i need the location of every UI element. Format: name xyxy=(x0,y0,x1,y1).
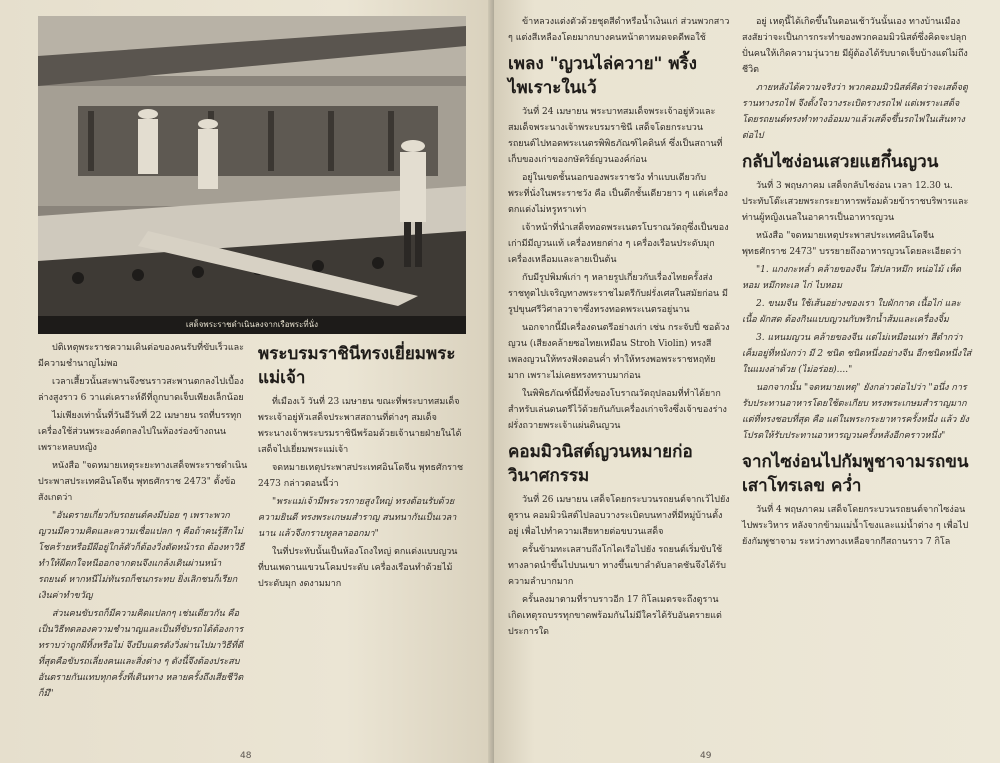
quote-paragraph: 2. ขนมจีน ใช้เส้นอย่างของเรา ใบผักกาด เนื้อไก่ และเนื้อ ผักสด ต้องกินแบบญวนกับพริกน้ำส้มและเครื่องจิ้ม xyxy=(742,299,961,325)
right-page xyxy=(494,0,1000,763)
paragraph: ที่เมืองเว้ วันที่ 23 เมษายน ขณะที่พระบาทสมเด็จพระเจ้าอยู่หัวเสด็จประพาสสถานที่ต่างๆ สมเด็จพระนางเจ้าพระบรมราชินีพร้อมด้วยเจ้านายฝ่ายในได้เสด็จไปเยี่ยมพระแม่เจ้า xyxy=(258,397,462,455)
paragraph: ปติเหตุพระราชความเดินต่อของคนรับที่ขับเร็วและมีความชำนาญไม่พอ xyxy=(38,343,244,369)
quote-paragraph: ส่วนคนขับรถก็มีความคิดแปลกๆ เช่นเดียวกัน คือเป็นวิธีทดลองความชำนาญและเป็นที่ขับรถได้ต้องการทราบว่าถูกผีทิ้งหรือไม่ จึงบีบแตรดังวิ่งผ่านไปมาวิธีที่ดีที่สุดคือขับรถเลี่ยงคนและสิ่งต่าง ๆ ดังนี้จึงต้องประสบอันตรายกันแทบทุกครั้งที่เดินทาง หลายครั้งถึงเสียชีวิตก็มี" xyxy=(38,609,244,699)
left-page xyxy=(0,0,494,763)
section-heading: กลับไซง่อนเสวยแฮกึ๋นญวน xyxy=(742,152,939,172)
paragraph: ในที่ประทับนั้นเป็นห้องโถงใหญ่ ตกแต่งแบบญวน ที่บนเพดานแขวนโคมประดับ เครื่องเรือนทำด้วยไม้ประดับมุก งดงามมาก xyxy=(258,547,458,589)
paragraph: วันที่ 24 เมษายน พระบาทสมเด็จพระเจ้าอยู่หัวและสมเด็จพระนางเจ้าพระบรมราชินี เสด็จโดยกระบวนรถยนต์ไปทอดพระเนตรพิพิธภัณฑ์ไคดินห์ ซึ่งเป็นสถานที่เก็บของเก่าของกษัตริย์ญวนองค์ก่อน xyxy=(508,107,723,165)
page-number-left: 48 xyxy=(240,751,252,761)
paragraph: ข้าหลวงแต่งตัวด้วยชุดสีดำหรือน้ำเงินแก่ ส่วนพวกสาว ๆ แต่งสีเหลืองโดยมากบางคนหน้าตาหมดจดดีพอใช้ xyxy=(508,17,730,43)
paragraph: ภายหลังได้ความจริงว่า พวกคอมมิวนิสต์คิดว่าจะเสด็จตูรานทางรถไฟ จึงตั้งใจวางระเบิดรางรถไฟ แต่เพราะเสด็จโดยรถยนต์ทรงทำทางอ้อมมาแล้วเสด็จขึ้นรถไฟในเส้นทางต่อไป xyxy=(742,83,968,141)
paragraph: เวลาเสี้ยวนั้นสะพานจึงชนราวสะพานตกลงไปเบื้องล่างสูงราว 6 วาแต่เคราะห์ดีที่ถูกบาดเจ็บเพียงเล็กน้อย xyxy=(38,377,244,403)
paragraph: ครั้นข้ามทะเลสาบถึงโกไดเรือไปยัง รถยนต์เริ่มขับใช้ทางลาดนำขึ้นไปบนเขา ทางขึ้นเขาลำดับลาดชันจึงได้รับความลำบากมาก xyxy=(508,545,726,587)
quote-paragraph: 3. แหนมญวน คล้ายของจีน แต่ไม่เหมือนเท่า สีดำกว่า เค็มอยู่ที่หนังกว่า มี 2 ชนิด ชนิดหนึ่งอย่างจีน อีกชนิดหนึ่งใส่ในแมงล่าด้วย (ไม่อร่อย)...." xyxy=(742,333,972,375)
paragraph: วันที่ 4 พฤษภาคม เสด็จโดยกระบวนรถยนต์จากไซง่อนไปพระวิหาร หลังจากข้ามแม่น้ำโขงและแม่น้ำต่าง ๆ เพื่อไปยังกัมพูชาจาม ระหว่างทางเหลือจากกีสถานราว 7 กิโล xyxy=(742,505,969,547)
quote-paragraph: นอกจากนั้น "จดหมายเหตุ" ยังกล่าวต่อไปว่า "อนึ่ง การรับประทานอาหารโดยใช้ตะเกียบ ทรงพระเกษมสำราญมาก แต่ที่ทรงชอบที่สุด คือ แต่ในพระกระยาหารครั้งหนึ่ง แล้ว ยังโปรดให้รับประทานอาหารญวนครั้งหลังอีกคราวหนึ่ง" xyxy=(742,383,969,441)
paragraph: ในพิพิธภัณฑ์นี้มีทั้งของโบราณวัตถุปลอมที่ทำได้ยากสำหรับเล่นดนตรีไว้ด้วยกันกับเครื่องเก่าจริงซึ่งเจ้าของร่างฝรั่งถวายพระเจ้าแผ่นดินญวน xyxy=(508,389,727,431)
paragraph: หนังสือ "จดหมายเหตุระยะทางเสด็จพระราชดำเนินประพาสประเทศอินโดจีน พุทธศักราช 2473" ตั้งข้อสังเกตว่า xyxy=(38,461,248,503)
section-heading: พระบรมราชินีทรงเยี่ยมพระแม่เจ้า xyxy=(258,344,456,388)
right-column-2 xyxy=(742,14,974,552)
ship-photo xyxy=(38,16,466,316)
paragraph: นอกจากนี้มีเครื่องดนตรีอย่างเก่า เช่น กระจับปี่ ซอด้วงญวน (เสียงคล้ายซอไทยเหมือน Stroh Violin) ทรงสีเพลงญวนให้ทรงฟังตอนค่ำ ทำให้ทรงพอพระราชหฤทัยมาก เพราะไม่เคยทรงทราบมาก่อน xyxy=(508,323,730,381)
paragraph: อยู่ในเขตชั้นนอกของพระราชวัง ทำแบบเดียวกับพระที่นั่งในพระราชวัง คือ เป็นตึกชั้นเดียวยาว ๆ แต่เครื่องตกแต่งไม่หรูหราเท่า xyxy=(508,173,728,215)
ship-photo-image xyxy=(38,16,466,316)
quote-paragraph: "อันตรายเกี่ยวกับรถยนต์คงมีบ่อย ๆ เพราะพวกญวนมีความคิดและความเชื่อแปลก ๆ คือถ้าคนรู้สึกไม่โชคร้ายหรือมีผีอยู่ใกล้ตัวก็ต้องวิ่งตัดหน้ารถ ต้องหาวิธีทำให้ผีตกใจหนีออกจากตนจึงแกล้งเดินผ่านหน้ารถยนต์ หากหนีไม่ทันรถก็ชนกระทบ ยิ่งเลิกชนก็เรียกเงินค่าทำขวัญ xyxy=(38,511,245,601)
paragraph: หนังสือ "จดหมายเหตุประพาสประเทศอินโดจีน พุทธศักราช 2473" บรรยายถึงอาหารญวนโดยละเอียดว่า xyxy=(742,231,962,257)
left-column-2 xyxy=(258,336,466,594)
section-heading: คอมมิวนิสต์ญวนหมายก่อวินาศกรรม xyxy=(508,442,693,486)
right-column-1 xyxy=(508,14,730,642)
paragraph: อยู่ เหตุนี้ได้เกิดขึ้นในตอนเช้าวันนั้นเอง ทางบ้านเมืองสงสัยว่าจะเป็นการกระทำของพวกคอมมิวนิสต์ซึ่งคิดจะปลุกปั่นคนให้เกิดความวุ่นวาย มีผู้ต้องได้รับบาดเจ็บบ้างแต่ไม่ถึงชีวิต xyxy=(742,17,968,75)
paragraph: เจ้าหน้าที่นำเสด็จทอดพระเนตรโบราณวัตถุซึ่งเป็นของเก่ามีมีญวนแท้ เครื่องหยกต่าง ๆ เครื่องเรือนประดับมุก เครื่องเหลือมและลายเป็นต้น xyxy=(508,223,729,265)
paragraph: จดหมายเหตุประพาสประเทศอินโดจีน พุทธศักราช 2473 กล่าวตอนนี้ว่า xyxy=(258,463,464,489)
paragraph: กับมีรูปพิมพ์เก่า ๆ หลายรูปเกี่ยวกับเรื่องไทยครั้งส่งราชทูตไปเจริญทางพระราชไมตรีกับฝรั่งเศสในสมัยก่อน มีรูปขุนศรีวิศาลวาจาซึ่งทรงทอดพระเนตรอยู่นาน xyxy=(508,273,728,315)
page-number-right: 49 xyxy=(700,751,712,761)
paragraph: ครั้นลงมาตามที่ราบราวอีก 17 กิโลเมตรจะถึงตูรานเกิดเหตุรถบรรทุกขาดพร้อมกันไม่มีใครได้รับอันตรายแต่ประการใด xyxy=(508,595,722,637)
paragraph: ไม่เพียงเท่านั้นที่วันอีวันที่ 22 เมษายน รถที่บรรทุกเครื่องใช้ส่วนพระองค์ตกลงไปในห้องร่องข้างถนนเพราะหลบหญิง xyxy=(38,411,242,453)
quote-paragraph: "1. แกงกะหล่ำ คล้ายของจีน ใส่ปลาหมึก หน่อไม้ เห็ดหอม หมึกทะเล ไก่ ไบหอม xyxy=(742,265,961,291)
section-heading: เพลง "ญวนไล่ควาย" พริ้งไพเราะในเว้ xyxy=(508,54,697,98)
quote-paragraph: "พระแม่เจ้ามีพระวรกายสูงใหญ่ ทรงต้อนรับด้วยความยินดี ทรงพระเกษมสำราญ สนทนากันเป็นเวลานาน แล้วจึงกราบทูลลาออกมา" xyxy=(258,497,457,539)
paragraph: วันที่ 3 พฤษภาคม เสด็จกลับไซง่อน เวลา 12.30 น. ประทับโต๊ะเสวยพระกระยาหารพร้อมด้วยข้าราชบริพารและท่านผู้หญิงเนลในอาคารเป็นอาหารญวน xyxy=(742,181,969,223)
photo-caption: เสด็จพระราชดำเนินลงจากเรือพระที่นั่ง xyxy=(38,316,466,334)
left-column-1 xyxy=(38,340,248,704)
paragraph: วันที่ 26 เมษายน เสด็จโดยกระบวนรถยนต์จากเว้ไปยังตูราน คอมมิวนิสต์ไปลอบวางระเบิดบนทางที่มีหมู่บ้านตั้งอยู่ เพื่อไปทำความเสียหายต่อขบวนเสด็จ xyxy=(508,495,730,537)
section-heading: จากไซง่อนไปกัมพูชาจามรถขนเสาโทรเลข คว่ำ xyxy=(742,452,969,496)
